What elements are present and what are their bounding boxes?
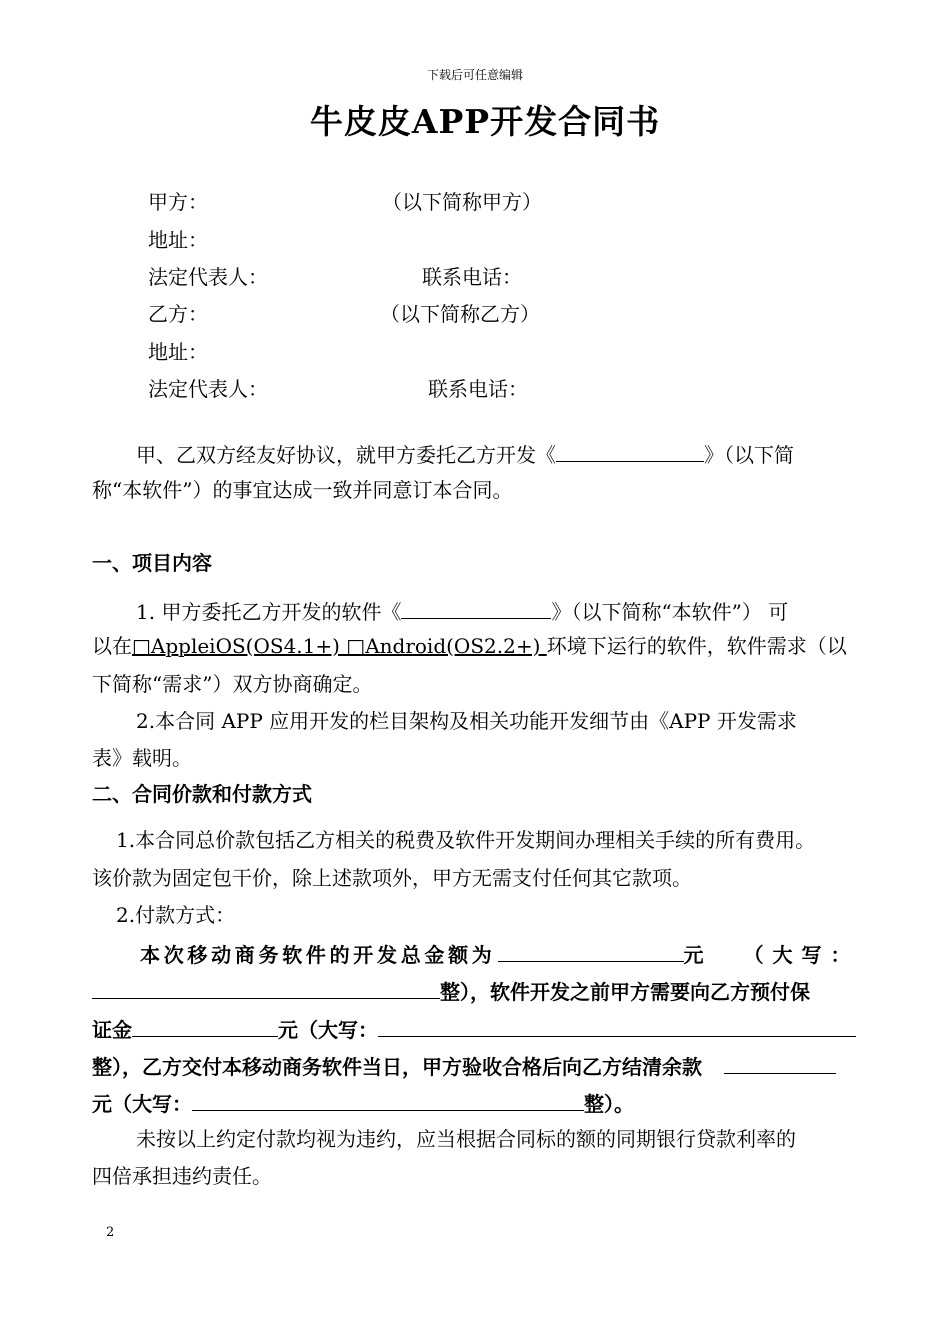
s2-p1-line-2: 该价款为固定包干价，除上述款项外，甲方无需支付任何其它款项。	[92, 866, 692, 890]
s1-p2-line-1: 2.本合同 APP 应用开发的栏目架构及相关功能开发细节由《APP 开发需求	[136, 709, 797, 733]
pay-line-4	[92, 1051, 836, 1080]
page-number: 2	[106, 1225, 115, 1240]
party-b-rep: 法定代表人：	[148, 377, 268, 401]
s1-p1-text-b: 》（以下简称“本软件”） 可	[551, 600, 789, 624]
s1-p2-line-2: 表》载明。	[92, 746, 192, 770]
document-title: 牛皮皮APP开发合同书	[309, 102, 661, 141]
platform-options: □AppleiOS(OS4.1+) □Android(OS2.2+)	[132, 634, 547, 658]
party-b-label: 乙方：	[148, 302, 208, 326]
intro-text-a: 甲、乙双方经友好协议，就甲方委托乙方开发《	[136, 443, 556, 467]
s1-p1-line-2	[92, 633, 847, 659]
party-a-rep: 法定代表人：	[148, 265, 268, 289]
intro-text-b: 》（以下简	[704, 443, 794, 467]
software-name-blank	[556, 439, 704, 462]
s1-p1-text-a: 1. 甲方委托乙方开发的软件《	[136, 600, 402, 624]
party-a-phone: 联系电话：	[422, 265, 522, 289]
s1-p1-line2-b: 环境下运行的软件，软件需求（以	[546, 634, 847, 658]
pay-daxie-label: （大写：	[743, 943, 860, 967]
total-amount-blank	[498, 939, 684, 962]
intro-line-2: 称“本软件”）的事宜达成一致并同意订本合同。	[92, 478, 513, 502]
balance-amount-blank	[724, 1051, 836, 1074]
default-line-1: 未按以上约定付款均视为违约，应当根据合同标的额的同期银行贷款利率的	[136, 1127, 796, 1151]
pay-line-2	[92, 976, 810, 1005]
party-b-note: （以下简称乙方）	[380, 302, 540, 326]
pay-line-3	[92, 1014, 856, 1043]
balance-words-blank	[192, 1088, 584, 1111]
balance-daxie-label: 元（大写：	[92, 1092, 192, 1116]
deposit-label: 证金	[92, 1018, 132, 1042]
total-amount-words-blank	[92, 976, 440, 999]
party-b-phone: 联系电话：	[428, 377, 528, 401]
s1-software-name-blank	[401, 596, 551, 619]
s1-p1-line2-a: 以在	[92, 634, 132, 658]
deposit-words-blank	[378, 1014, 856, 1037]
pay-line-4-text: 整），乙方交付本移动商务软件当日，甲方验收合格后向乙方结清余款	[92, 1055, 702, 1079]
deposit-daxie-label: 元（大写：	[278, 1018, 378, 1042]
pay-line-1-text: 本次移动商务软件的开发总金额为	[140, 943, 496, 967]
pay-line-1	[140, 939, 860, 968]
s2-p1-line-1: 1.本合同总价款包括乙方相关的税费及软件开发期间办理相关手续的所有费用。	[116, 828, 816, 852]
party-b-address: 地址：	[148, 340, 208, 364]
default-line-2: 四倍承担违约责任。	[92, 1164, 272, 1188]
pay-line-2-text: 整），软件开发之前甲方需要向乙方预付保	[440, 980, 810, 1004]
deposit-amount-blank	[132, 1014, 278, 1037]
party-a-label: 甲方：	[148, 190, 208, 214]
payment-label: 2.付款方式：	[116, 903, 236, 927]
party-a-address: 地址：	[148, 228, 208, 252]
pay-line-5-end: 整）。	[584, 1092, 634, 1116]
section-2-heading: 二、合同价款和付款方式	[92, 782, 312, 806]
pay-unit-yuan: 元	[683, 943, 704, 967]
pay-line-5	[92, 1088, 634, 1117]
section-1-heading: 一、项目内容	[92, 551, 212, 575]
header-note: 下载后可任意编辑	[426, 68, 523, 82]
s1-p1-line-3: 下简称“需求”）双方协商确定。	[92, 672, 373, 696]
intro-line-1	[136, 439, 794, 468]
party-a-note: （以下简称甲方）	[382, 190, 542, 214]
s1-p1-line-1	[136, 596, 788, 625]
